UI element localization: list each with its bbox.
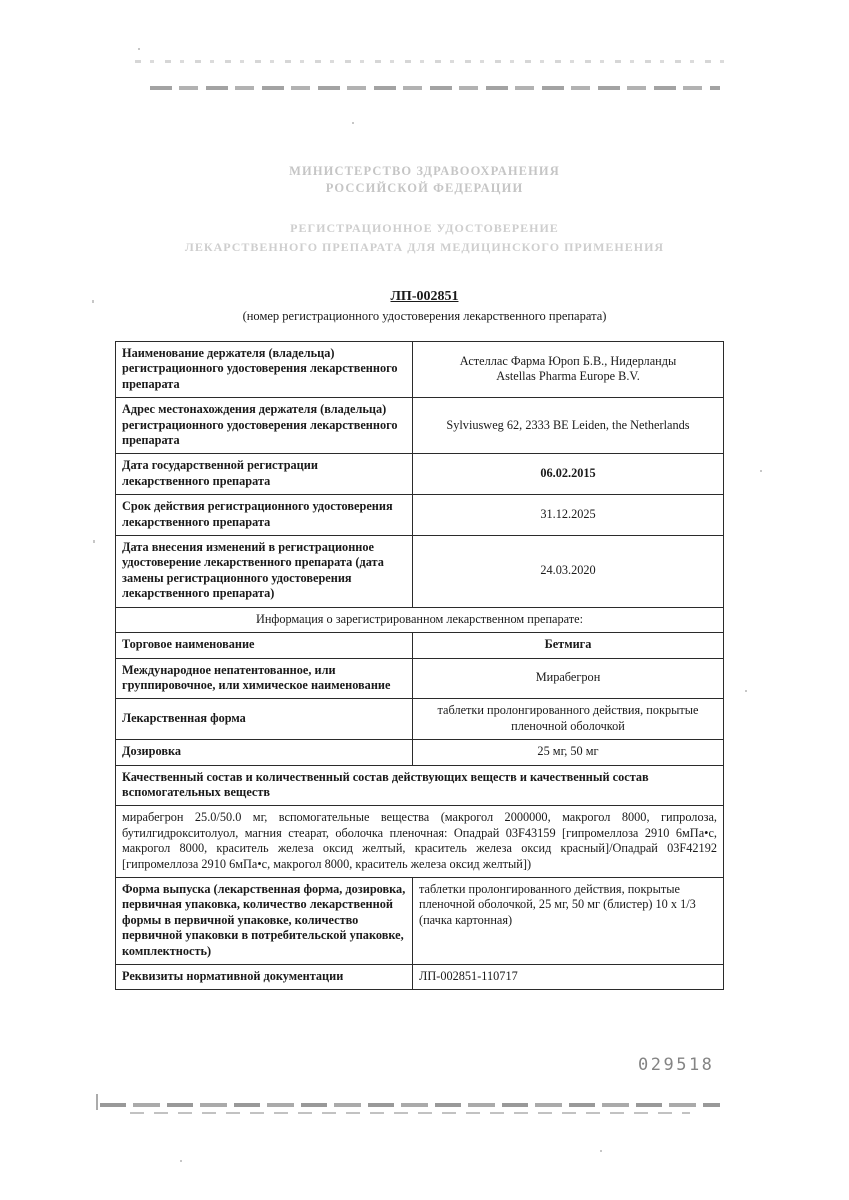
row-value-line: Мирабегрон: [535, 670, 601, 685]
row-label: Реквизиты нормативной документации: [116, 965, 413, 990]
composition-header: Качественный состав и количественный состав действующих веществ и качественный состав вспомогательных веществ: [116, 765, 724, 806]
row-value-line: ЛП-002851-110717: [419, 969, 518, 983]
table-composition-row: [116, 806, 724, 878]
scan-speckle: [760, 470, 762, 472]
table-row: [116, 740, 724, 765]
scan-artifact-top: [135, 60, 725, 63]
scan-artifact-top-2: [150, 86, 720, 90]
document-subheading-line-2: ЛЕКАРСТВЕННОГО ПРЕПАРАТА ДЛЯ МЕДИЦИНСКОГО ПРИМЕНЕНИЯ: [184, 240, 665, 254]
table-row: [116, 454, 724, 495]
scan-speckle: [352, 122, 354, 124]
row-value-line: Бетмига: [544, 637, 592, 652]
row-label: Дата государственной регистрации лекарственного препарата: [116, 454, 413, 495]
row-label: Адрес местонахождения держателя (владельца) регистрационного удостоверения лекарственного препарата: [116, 398, 413, 454]
table-composition-header-row: [116, 765, 724, 806]
registration-number-caption: (номер регистрационного удостоверения лекарственного препарата): [242, 309, 607, 323]
ministry-heading-line-2: РОССИЙСКОЙ ФЕДЕРАЦИИ: [325, 181, 524, 195]
registration-number: [0, 289, 849, 305]
table-row: [116, 699, 724, 740]
scan-speckle: [138, 48, 140, 50]
row-label: Лекарственная форма: [116, 699, 413, 740]
scan-speckle: [600, 1150, 602, 1152]
scan-speckle: [93, 540, 95, 543]
row-value: [413, 699, 724, 740]
table-row: [116, 536, 724, 608]
row-value: [413, 342, 724, 398]
row-value-line: Astellas Pharma Europe B.V.: [496, 369, 640, 384]
row-value-line: таблетки пролонгированного действия, покрытые: [419, 881, 680, 896]
scan-speckle: [180, 1160, 182, 1162]
scan-artifact-edge: [96, 1094, 98, 1110]
row-value: [413, 398, 724, 454]
row-value-line: таблетки пролонгированного действия, покрытые: [437, 703, 699, 718]
row-value: [413, 536, 724, 608]
scan-artifact-bottom-2: [130, 1112, 690, 1114]
row-value-line: (пачка картонная): [419, 912, 513, 927]
row-value-line: пленочной оболочкой, 25 мг, 50 мг (блистер) 10 х 1/3: [419, 897, 696, 912]
table-row: [116, 495, 724, 536]
row-value: [413, 877, 724, 964]
row-value-line: 25 мг, 50 мг: [537, 744, 599, 759]
scan-artifact-bottom: [100, 1103, 720, 1107]
table-section-header-row: [116, 607, 724, 632]
row-label: Дозировка: [116, 740, 413, 765]
stamped-serial-number: 029518: [638, 1055, 715, 1075]
row-label: Дата внесения изменений в регистрационное удостоверение лекарственного препарата (дата замены регистрационного удостоверения лекарственного препарата): [116, 536, 413, 608]
ministry-heading-line-1: МИНИСТЕРСТВО ЗДРАВООХРАНЕНИЯ: [289, 164, 560, 178]
ministry-heading: [0, 163, 849, 197]
row-value: [413, 740, 724, 765]
row-value-line: 31.12.2025: [540, 506, 596, 521]
table-row: [116, 342, 724, 398]
row-value-line: пленочной оболочкой: [511, 718, 625, 733]
row-value: [413, 658, 724, 699]
table-row: [116, 877, 724, 964]
registration-number-value: ЛП-002851: [390, 289, 459, 304]
registration-details-table: [115, 341, 724, 990]
document-subheading: [0, 219, 849, 257]
row-label: Форма выпуска (лекарственная форма, дозировка, первичная упаковка, количество лекарственной формы в первичной упаковке, количество первичной упаковки в потребительской упаковке, комплектность): [116, 877, 413, 964]
table-row: [116, 398, 724, 454]
row-value: [413, 633, 724, 658]
document-subheading-line-1: РЕГИСТРАЦИОННОЕ УДОСТОВЕРЕНИЕ: [290, 221, 559, 235]
row-label: Наименование держателя (владельца) регистрационного удостоверения лекарственного препарата: [116, 342, 413, 398]
row-value: [413, 454, 724, 495]
composition-text: мирабегрон 25.0/50.0 мг, вспомогательные вещества (макрогол 2000000, макрогол 8000, гипролоза, бутилгидрокситолуол, магния стеарат, оболочка пленочная: Опадрай 03F43159 [гипромеллоза 2910 6мПа•с, макрогол 8000, краситель железа оксид желтый, краситель железа оксид красный]/Опадрай 03F42192 [гипромеллоза 2910 6мПа•с, макрогол 8000, краситель железа оксид желтый]): [116, 806, 724, 878]
table-row: [116, 633, 724, 658]
row-value: [413, 495, 724, 536]
row-label: Международное непатентованное, или группировочное, или химическое наименование: [116, 658, 413, 699]
table-row: [116, 658, 724, 699]
row-value-line: Астеллас Фарма Юроп Б.В., Нидерланды: [459, 353, 677, 368]
table-row: [116, 965, 724, 990]
scan-speckle: [745, 690, 747, 692]
row-value-line: 24.03.2020: [540, 563, 596, 578]
row-value-line: Sylviusweg 62, 2333 BE Leiden, the Netherlands: [446, 417, 690, 432]
row-value: [413, 965, 724, 990]
row-value-line: 06.02.2015: [540, 466, 596, 481]
row-label: Срок действия регистрационного удостоверения лекарственного препарата: [116, 495, 413, 536]
section-header: Информация о зарегистрированном лекарственном препарате:: [116, 607, 724, 632]
row-label: Торговое наименование: [116, 633, 413, 658]
